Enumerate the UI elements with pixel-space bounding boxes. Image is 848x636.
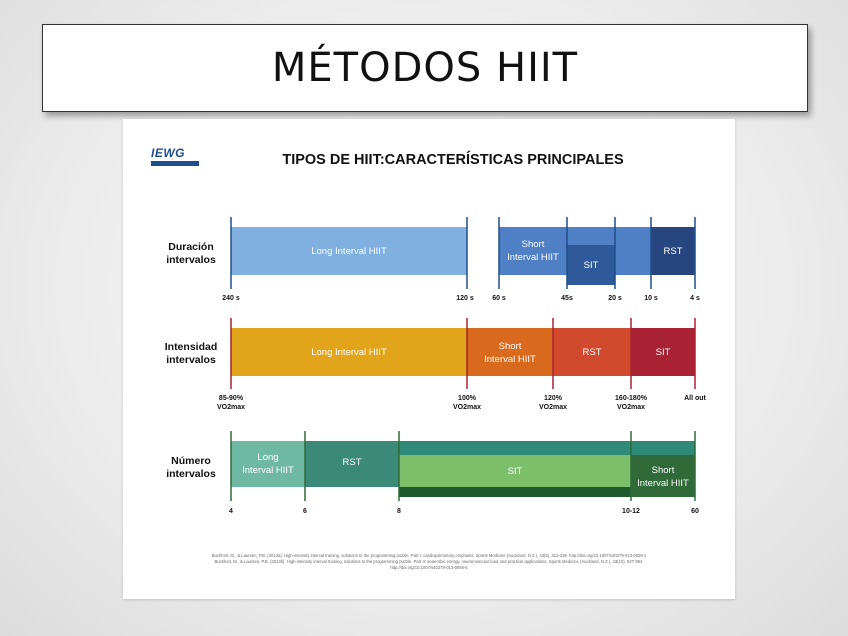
tick-label: 6 — [303, 508, 307, 515]
tick-label-line2: VO2max — [616, 404, 646, 411]
tick-label: 20 s — [608, 295, 622, 302]
tick-label-line1: All out — [684, 395, 706, 402]
bar-numero-long-interval — [231, 441, 305, 487]
row-label-line2: intervalos — [166, 468, 216, 480]
logo-text: IEWG — [151, 146, 185, 160]
figure-title: TIPOS DE HIIT:CARACTERÍSTICAS PRINCIPALES — [282, 152, 624, 168]
tick-label: 8 — [397, 508, 401, 515]
tick-label-line2: VO2max — [216, 404, 246, 411]
label-intensidad-rst: RST — [582, 347, 602, 358]
label-duracion-sit: SIT — [583, 260, 599, 271]
hiit-types-figure — [123, 119, 735, 599]
tick-label — [447, 394, 487, 412]
tick-label: 10-12 — [622, 508, 640, 515]
reference-line: Buchheit, M., & Laursen, P.B. (2013a). High-intensity interval training, solutions to the programming puzzle. Part I: cardiopulmonary emphasis. Sports Medicine (Auckland, N.Z.), 43(5), 313-338. http://doi.org/10.1007/s40279-013-0029-x — [211, 553, 647, 558]
row-label-line1: Número — [171, 455, 211, 467]
label-intensidad-long-interval: Long Interval HIIT — [311, 347, 387, 358]
row-label-line2: intervalos — [166, 354, 216, 366]
label-intensidad-sit: SIT — [655, 347, 671, 358]
tick-label-line1: 160-180% — [615, 395, 647, 402]
slide-title: MÉTODOS HIIT — [271, 45, 579, 91]
label-duracion-long-interval: Long Interval HIIT — [311, 246, 387, 257]
row-label-line1: Intensidad — [164, 341, 218, 353]
label-numero-sit: SIT — [507, 466, 523, 477]
label-numero-short-interval-2: Interval HIIT — [637, 478, 689, 489]
tick-label: 120 s — [456, 295, 474, 302]
bar-numero-short-interval — [631, 455, 695, 497]
label-duracion-short-interval-2: Interval HIIT — [507, 252, 559, 263]
tick-label — [533, 394, 573, 412]
slide-title-box — [42, 24, 808, 112]
label-intensidad-short-interval-1: Short — [498, 341, 522, 352]
tick-label: 240 s — [222, 295, 240, 302]
tick-label-line2: VO2max — [538, 404, 568, 411]
references — [143, 553, 715, 571]
tick-label-line1: 100% — [458, 395, 476, 402]
tick-label — [677, 394, 713, 403]
label-duracion-rst: RST — [663, 246, 683, 257]
reference-line: Buchheit, M., & Laursen, P.B. (2013b). High-intensity interval training, solutions to the programming puzzle. Part II: anaerobic energy, neuromuscular load and practical applications. Sports Medicine (Auckland, N.Z.), 43(10), 927-954. — [214, 559, 644, 564]
reference-line: http://doi.org/10.1007/s40279-013-0066-5 — [390, 565, 468, 570]
tick-label-line2: VO2max — [452, 404, 482, 411]
bars-diagram — [123, 119, 735, 539]
label-numero-long-interval-1: Long — [257, 452, 279, 463]
label-numero-short-interval-1: Short — [651, 465, 675, 476]
label-numero-long-interval-2: Interval HIIT — [242, 465, 294, 476]
bar-numero-top-band — [399, 441, 695, 455]
tick-label — [611, 394, 651, 412]
tick-label-line1: 120% — [544, 395, 562, 402]
row-label-line2: intervalos — [166, 254, 216, 266]
tick-label-line1: 85-90% — [218, 395, 244, 402]
tick-label: 10 s — [644, 295, 658, 302]
label-duracion-short-interval-1: Short — [521, 239, 545, 250]
tick-label: 60 s — [492, 295, 506, 302]
tick-label: 45s — [561, 295, 573, 302]
tick-label: 4 — [229, 508, 233, 515]
tick-label — [211, 394, 251, 412]
tick-label: 4 s — [690, 295, 700, 302]
bar-intensidad-short-interval — [467, 328, 553, 376]
label-intensidad-short-interval-2: Interval HIIT — [484, 354, 536, 365]
tick-label: 60 — [691, 508, 699, 515]
label-numero-rst: RST — [342, 457, 362, 468]
row-label-line1: Duración — [168, 241, 214, 253]
